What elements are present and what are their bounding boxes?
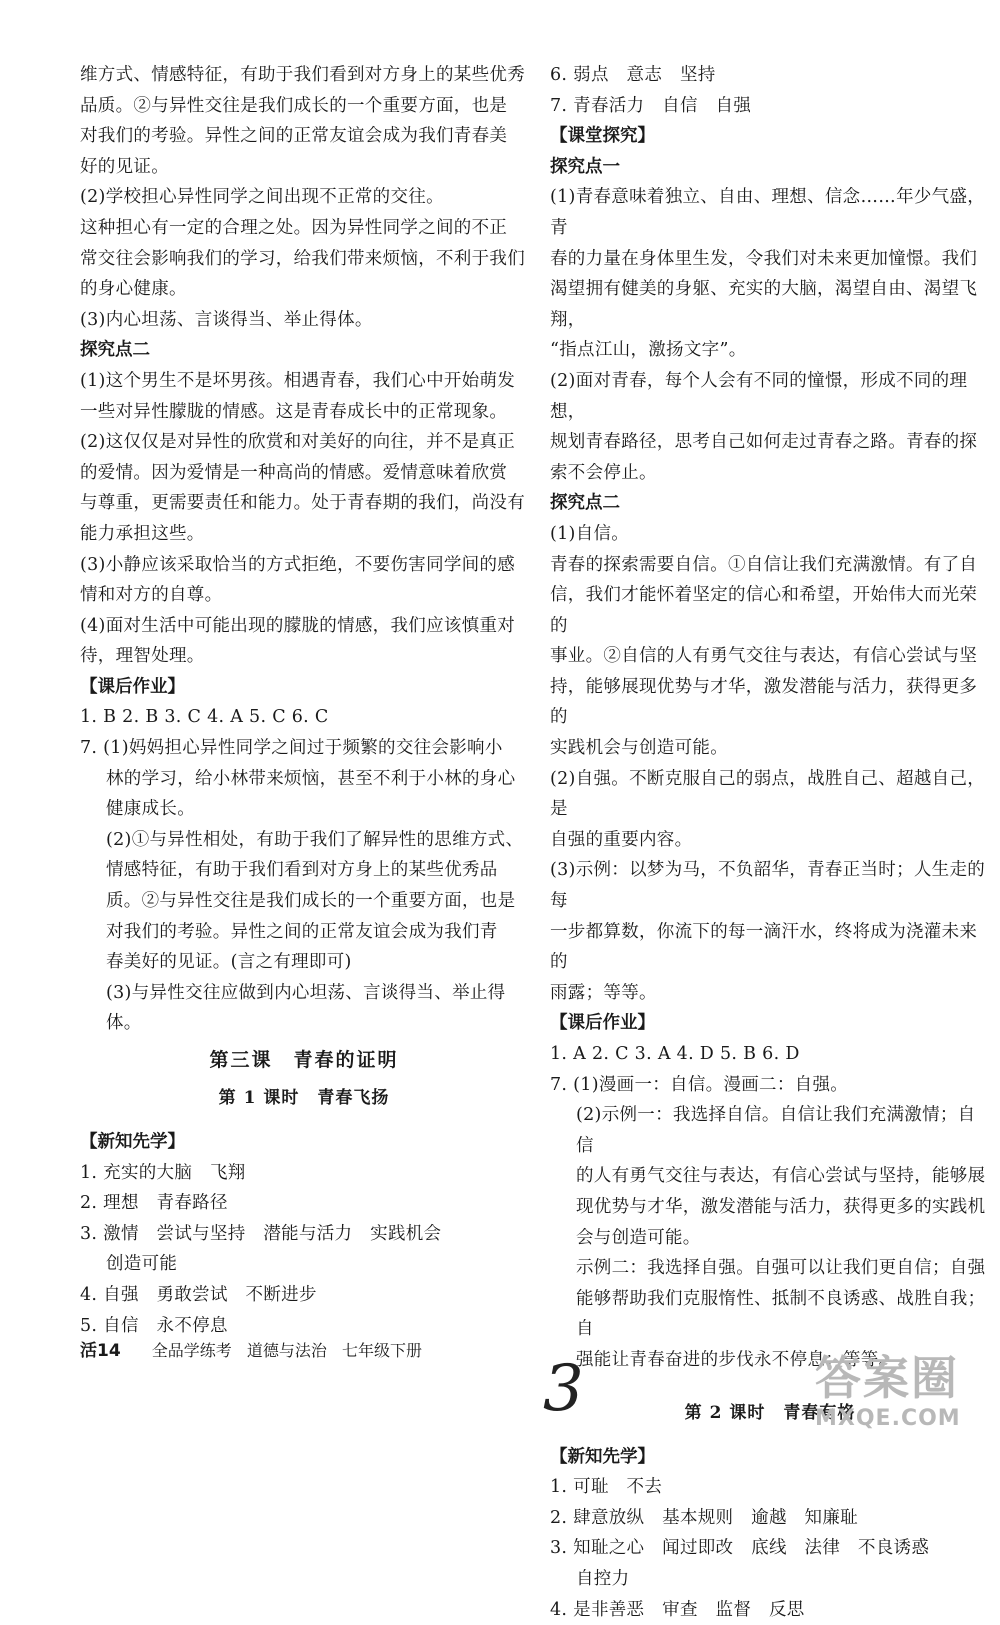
answer-line: 3. 知耻之心 闻过即改 底线 法律 不良诱惑 [550,1533,990,1564]
paragraph: 春的力量在身体里生发，令我们对未来更加憧憬。我们 [550,244,990,275]
answer-line: 林的学习，给小林带来烦恼，甚至不利于小林的身心 [80,764,528,795]
answer-line: 创造可能 [80,1249,528,1280]
answer-line: (2)①与异性相处，有助于我们了解异性的思维方式、 [80,825,528,856]
paragraph: 对我们的考验。异性之间的正常友谊会成为我们青春美 [80,121,528,152]
paragraph: 的爱情。因为爱情是一种高尚的情感。爱情意味着欣赏 [80,458,528,489]
paragraph: (1)自信。 [550,519,990,550]
paragraph: 规划青春路径，思考自己如何走过青春之路。青春的探 [550,427,990,458]
answer-line: 的人有勇气交往与表达，有信心尝试与坚持，能够展 [550,1161,990,1192]
answer-line: 7. (1)漫画一：自信。漫画二：自强。 [550,1070,990,1101]
answer-line: 4. 自强 勇敢尝试 不断进步 [80,1280,528,1311]
paragraph: 这种担心有一定的合理之处。因为异性同学之间的不正 [80,213,528,244]
answer-line: 6. 弱点 意志 坚持 [550,60,990,91]
paragraph: 品质。②与异性交往是我们成长的一个重要方面，也是 [80,91,528,122]
answer-line: 2. 理想 青春路径 [80,1188,528,1219]
paragraph: (2)这仅仅是对异性的欣赏和对美好的向往，并不是真正 [80,427,528,458]
paragraph: 待，理智处理。 [80,641,528,672]
answer-line: 4. 是非善恶 审查 监督 反思 [550,1595,990,1625]
paragraph: (2)学校担心异性同学之间出现不正常的交往。 [80,182,528,213]
section-heading-homework: 【课后作业】 [80,672,528,703]
answer-line: 1. 充实的大脑 飞翔 [80,1158,528,1189]
watermark [815,1350,995,1440]
paragraph: 能力承担这些。 [80,519,528,550]
answer-line: 2. 肆意放纵 基本规则 逾越 知廉耻 [550,1503,990,1534]
paragraph: 雨露；等等。 [550,978,990,1009]
paragraph: 一些对异性朦胧的情感。这是青春成长中的正常现象。 [80,397,528,428]
handwritten-mark: 3 [543,1352,584,1426]
paragraph: 青春的探索需要自信。①自信让我们充满激情。有了自 [550,550,990,581]
answer-line: 现优势与才华，激发潜能与活力，获得更多的实践机 [550,1192,990,1223]
answer-line: 5. 自信 永不停息 [80,1311,528,1342]
answer-line: (2)示例一：我选择自信。自信让我们充满激情；自信 [550,1100,990,1161]
paragraph: (2)自强。不断克服自己的弱点，战胜自己、超越自己，是 [550,764,990,825]
answer-line: 对我们的考验。异性之间的正常友谊会成为我们青 [80,917,528,948]
grade-name: 七年级下册 [342,1341,422,1360]
answer-line: (3)与异性交往应做到内心坦荡、言谈得当、举止得体。 [80,978,528,1039]
paragraph: (1)这个男生不是坏男孩。相遇青春，我们心中开始萌发 [80,366,528,397]
section-heading-homework: 【课后作业】 [550,1008,990,1039]
answer-line: 春美好的见证。(言之有理即可) [80,947,528,978]
lesson-title: 第三课 青春的证明 [80,1043,528,1077]
answer-line: 示例二：我选择自强。自强可以让我们更自信；自强 [550,1253,990,1284]
watermark-logo-text: 答案圈 [815,1350,995,1406]
page-footer [80,1336,432,1361]
answer-line: 健康成长。 [80,794,528,825]
paragraph: 一步都算数，你流下的每一滴汗水，终将成为浇灌未来的 [550,917,990,978]
paragraph: 的身心健康。 [80,274,528,305]
answer-line: 7. 青春活力 自信 自强 [550,91,990,122]
answer-line: 1. B 2. B 3. C 4. A 5. C 6. C [80,702,528,733]
left-column [80,60,528,1341]
paragraph: 渴望拥有健美的身躯、充实的大脑，渴望自由、渴望飞翔， [550,274,990,335]
answer-line: 会与创造可能。 [550,1223,990,1254]
section-heading-new-knowledge: 【新知先学】 [80,1127,528,1158]
paragraph: 常交往会影响我们的学习，给我们带来烦恼，不利于我们 [80,244,528,275]
page-number: 活14 [80,1341,121,1361]
section-heading-explore-2: 探究点二 [550,488,990,519]
answer-line: 强能让青春奋进的步伐永不停息；等等。 [550,1345,990,1376]
paragraph: 好的见证。 [80,152,528,183]
paragraph: (2)面对青春，每个人会有不同的憧憬，形成不同的理想， [550,366,990,427]
answer-line: 质。②与异性交往是我们成长的一个重要方面，也是 [80,886,528,917]
paragraph: 实践机会与创造可能。 [550,733,990,764]
paragraph: (3)示例：以梦为马，不负韶华，青春正当时；人生走的每 [550,855,990,916]
subject-name: 道德与法治 [247,1341,327,1360]
paragraph: (3)小静应该采取恰当的方式拒绝，不要伤害同学间的感 [80,550,528,581]
paragraph: 索不会停止。 [550,458,990,489]
paragraph: (4)面对生活中可能出现的朦胧的情感，我们应该慎重对 [80,611,528,642]
period-title: 第 1 课时 青春飞扬 [80,1083,528,1113]
answer-line: 7. (1)妈妈担心异性同学之间过于频繁的交往会影响小 [80,733,528,764]
paragraph: 情和对方的自尊。 [80,580,528,611]
answer-line: 自控力 [550,1564,990,1595]
section-heading-class-explore: 【课堂探究】 [550,121,990,152]
paragraph: 信，我们才能怀着坚定的信心和希望，开始伟大而光荣的 [550,580,990,641]
watermark-url: MXQE.COM [815,1406,995,1431]
section-heading-explore-2: 探究点二 [80,335,528,366]
answer-line: 情感特征，有助于我们看到对方身上的某些优秀品 [80,855,528,886]
answer-line: 3. 激情 尝试与坚持 潜能与活力 实践机会 [80,1219,528,1250]
period-title: 第 2 课时 青春有格 [550,1398,990,1428]
paragraph: 持，能够展现优势与才华，激发潜能与活力，获得更多的 [550,672,990,733]
section-heading-new-knowledge: 【新知先学】 [550,1442,990,1473]
paragraph: (3)内心坦荡、言谈得当、举止得体。 [80,305,528,336]
paragraph: (1)青春意味着独立、自由、理想、信念……年少气盛，青 [550,182,990,243]
paragraph: 与尊重，更需要责任和能力。处于青春期的我们，尚没有 [80,488,528,519]
section-heading-explore-1: 探究点一 [550,152,990,183]
paragraph: “指点江山，激扬文字”。 [550,335,990,366]
answer-line: 1. 可耻 不去 [550,1472,990,1503]
series-name: 全品学练考 [152,1341,232,1360]
answer-line: 能够帮助我们克服惰性、抵制不良诱惑、战胜自我；自 [550,1284,990,1345]
answer-line: 1. A 2. C 3. A 4. D 5. B 6. D [550,1039,990,1070]
paragraph: 自强的重要内容。 [550,825,990,856]
paragraph: 事业。②自信的人有勇气交往与表达，有信心尝试与坚 [550,641,990,672]
paragraph: 维方式、情感特征，有助于我们看到对方身上的某些优秀 [80,60,528,91]
